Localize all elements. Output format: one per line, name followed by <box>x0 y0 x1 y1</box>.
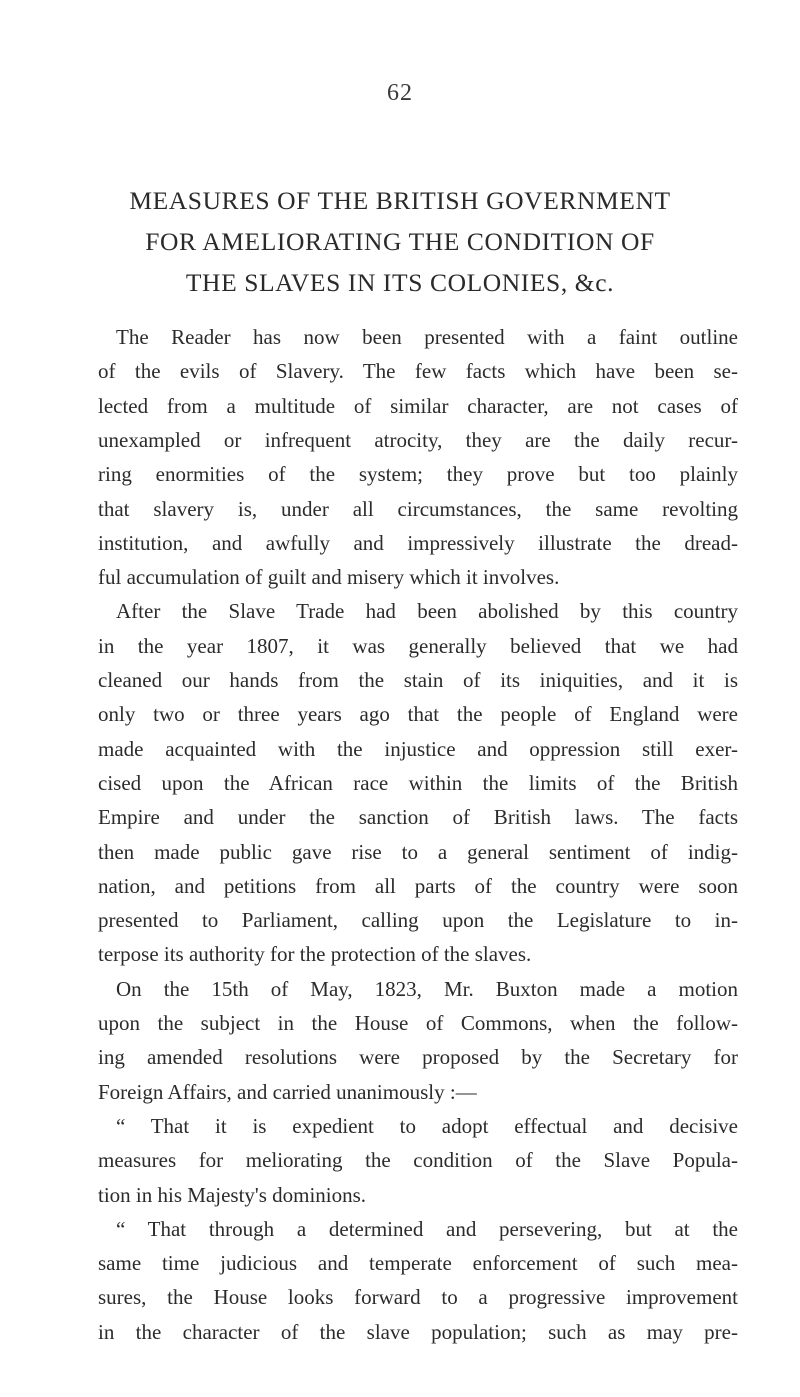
text-line: tion in his Majesty's dominions. <box>98 1182 367 1207</box>
text-line: only two or three years ago that the people of England were <box>98 702 738 727</box>
text-line: Foreign Affairs, and carried unanimously :— <box>98 1079 477 1104</box>
text-line: cleaned our hands from the stain of its iniquities, and it is <box>98 668 738 692</box>
text-line: cised upon the African race within the limits of the British <box>98 770 738 795</box>
text-line: lected from a multitude of similar character, are not cases of <box>98 393 738 418</box>
text-line: ing amended resolutions were proposed by the Secretary for <box>98 1045 738 1070</box>
text-line: Empire and under the sanction of British laws. The facts <box>98 805 738 830</box>
heading-line: FOR AMELIORATING THE CONDITION OF <box>145 227 655 256</box>
text-line: of the evils of Slavery. The few facts which have been se- <box>98 359 738 384</box>
chapter-heading <box>60 180 740 303</box>
text-line: that slavery is, under all circumstances, the same revolting <box>98 496 738 521</box>
text-line: The Reader has now been presented with a faint outline <box>116 325 738 349</box>
text-line: upon the subject in the House of Commons, when the follow- <box>98 1011 738 1035</box>
text-line: measures for meliorating the condition of the Slave Popula- <box>98 1148 738 1173</box>
page-number: 62 <box>387 80 413 106</box>
text-line: in the character of the slave population; such as may pre- <box>98 1319 738 1344</box>
text-line: ring enormities of the system; they prove but too plainly <box>98 462 738 487</box>
text-line: ful accumulation of guilt and misery which it involves. <box>98 565 560 590</box>
text-line: presented to Parliament, calling upon the Legislature to in- <box>98 908 738 933</box>
text-line: made acquainted with the injustice and oppression still exer- <box>98 736 738 761</box>
heading-line: MEASURES OF THE BRITISH GOVERNMENT <box>129 186 671 215</box>
text-line: “ That it is expedient to adopt effectual and decisive <box>116 1113 738 1138</box>
text-line: On the 15th of May, 1823, Mr. Buxton made a motion <box>116 976 738 1001</box>
text-line: then made public gave rise to a general sentiment of indig- <box>98 839 738 864</box>
text-line: institution, and awfully and impressively illustrate the dread- <box>98 530 738 555</box>
text-line: same time judicious and temperate enforcement of such mea- <box>98 1251 738 1276</box>
text-line: sures, the House looks forward to a progressive improvement <box>98 1285 738 1310</box>
text-line: After the Slave Trade had been abolished by this country <box>116 599 738 624</box>
text-line: unexampled or infrequent atrocity, they are the daily recur- <box>98 427 738 452</box>
text-line: terpose its authority for the protection of the slaves. <box>98 942 532 967</box>
text-line: in the year 1807, it was generally believed that we had <box>98 633 738 658</box>
text-line: “ That through a determined and persevering, but at the <box>116 1216 738 1241</box>
heading-line: THE SLAVES IN ITS COLONIES, &c. <box>185 268 615 297</box>
text-line: nation, and petitions from all parts of the country were soon <box>98 873 738 898</box>
